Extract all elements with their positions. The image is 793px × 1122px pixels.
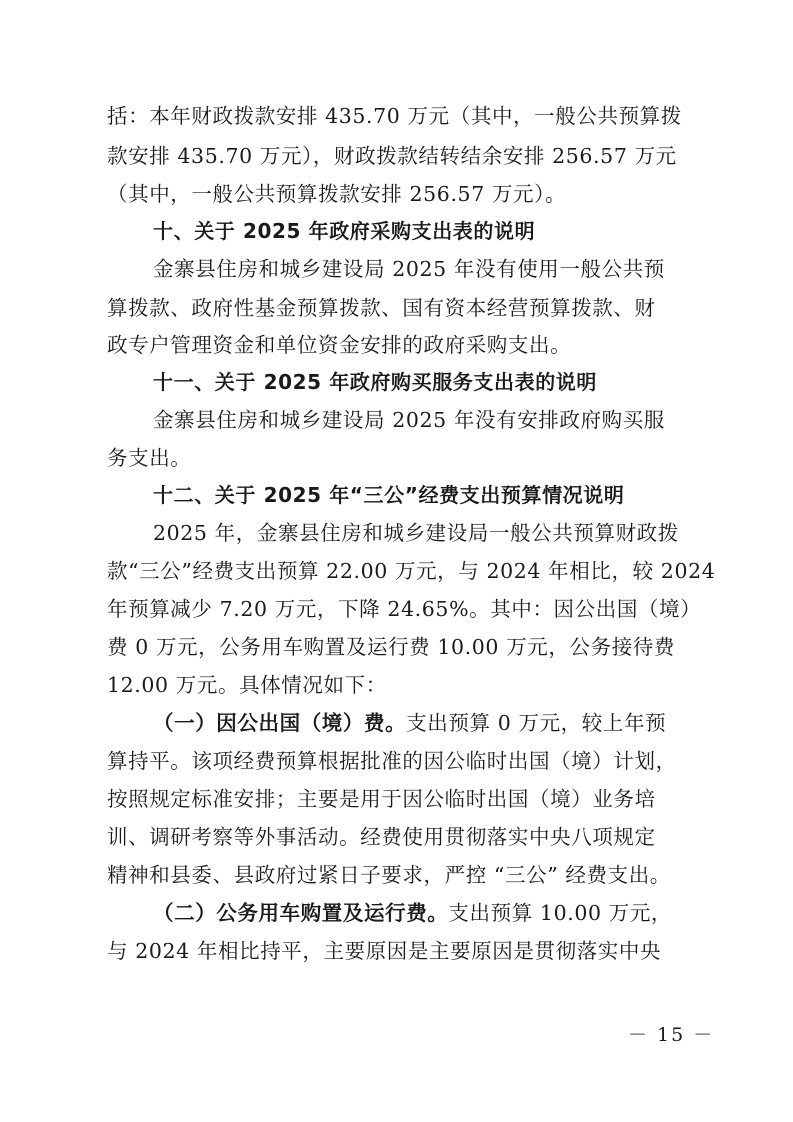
section-heading: 十、关于 2025 年政府采购支出表的说明 xyxy=(153,219,536,243)
page-number: － 15 － xyxy=(628,1024,715,1046)
text-line: 金寨县住房和城乡建设局 2025 年没有使用一般公共预 xyxy=(153,257,665,281)
text-line: 12.00 万元。具体情况如下： xyxy=(107,673,387,697)
text-line: （其中，一般公共预算拨款安排 256.57 万元）。 xyxy=(107,182,567,206)
text-line xyxy=(153,709,666,737)
subsection-heading: （二）公务用车购置及运行费。 xyxy=(153,901,449,925)
text-line: 年预算减少 7.20 万元，下降 24.65%。其中：因公出国（境） xyxy=(107,597,702,621)
text-line: 费 0 万元，公务用车购置及运行费 10.00 万元，公务接待费 xyxy=(107,635,675,659)
text-line: 与 2024 年相比持平，主要原因是主要原因是贯彻落实中央 xyxy=(107,939,662,963)
text-line: 精神和县委、县政府过紧日子要求，严控 “三公” 经费支出。 xyxy=(107,863,671,887)
text-line: 款“三公”经费支出预算 22.00 万元，与 2024 年相比，较 2024 xyxy=(107,559,716,583)
text-line: 务支出。 xyxy=(107,446,192,470)
text-line: 训、调研考察等外事活动。经费使用贯彻落实中央八项规定 xyxy=(107,825,656,849)
text-line: 2025 年，金寨县住房和城乡建设局一般公共预算财政拨 xyxy=(153,521,679,545)
text-line: 算拨款、政府性基金预算拨款、国有资本经营预算拨款、财 xyxy=(107,296,656,320)
section-heading: 十一、关于 2025 年政府购买服务支出表的说明 xyxy=(153,370,597,394)
text-line: 括：本年财政拨款安排 435.70 万元（其中，一般公共预算拨 xyxy=(107,104,682,128)
section-heading: 十二、关于 2025 年“三公”经费支出预算情况说明 xyxy=(153,483,625,507)
text-line: 金寨县住房和城乡建设局 2025 年没有安排政府购买服 xyxy=(153,408,665,432)
text-line: 政专户管理资金和单位资金安排的政府采购支出。 xyxy=(107,333,572,357)
text-run: 支出预算 0 万元，较上年预 xyxy=(406,711,667,735)
text-line: 算持平。该项经费预算根据批准的因公临时出国（境）计划， xyxy=(107,749,677,773)
subsection-heading: （一）因公出国（境）费。 xyxy=(153,711,407,735)
text-run: 支出预算 10.00 万元， xyxy=(448,901,673,925)
text-line: 按照规定标准安排；主要是用于因公临时出国（境）业务培 xyxy=(107,787,656,811)
text-line xyxy=(153,899,672,927)
text-line: 款安排 435.70 万元），财政拨款结转结余安排 256.57 万元 xyxy=(107,144,677,168)
